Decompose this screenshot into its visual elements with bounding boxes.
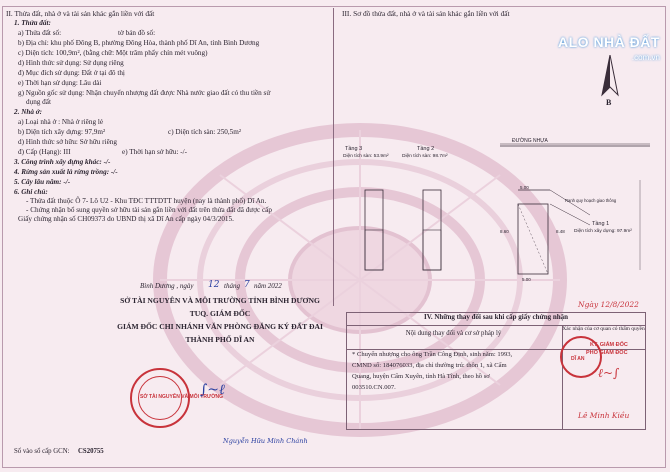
north-letter: B — [606, 98, 612, 107]
ownership-form-line: d) Hình thức sở hữu: Sở hữu riêng — [18, 138, 117, 146]
issuing-org: SỞ TÀI NGUYÊN VÀ MÔI TRƯỜNG TỈNH BÌNH DƯƠNG — [120, 296, 320, 305]
stamp-1-text: SỞ TÀI NGUYÊN VÀ MÔI TRƯỜNG — [140, 394, 223, 400]
plot-number-label: a) Thửa đất số: — [18, 29, 62, 37]
section2-title: II. Thửa đất, nhà ở và tài sản khác gắn liền với đất — [6, 9, 155, 18]
use-form-line: d) Hình thức sử dụng: Sử dụng riêng — [18, 59, 124, 67]
section4-title: IV. Những thay đổi sau khi cấp giấy chứng nhận — [423, 313, 569, 321]
address-line: b) Địa chỉ: khu phố Đông B, phường Đông Hòa, thành phố Dĩ An, tỉnh Bình Dương — [18, 39, 260, 47]
floor-area-line: c) Diện tích sàn: 250,5m² — [168, 128, 242, 136]
signer-name-1: Nguyễn Hữu Minh Chánh — [223, 437, 308, 445]
floor3-area: Diện tích sàn: 53.9m² — [343, 154, 389, 159]
map-sheet-label: tờ bản đồ số: — [118, 29, 156, 37]
signature-1: ∫~ℓ — [200, 382, 225, 398]
gcn-label: Số vào sổ cấp GCN: — [14, 448, 70, 455]
city-branch: THÀNH PHỐ DĨ AN — [185, 335, 255, 344]
signature-2: ℓ~∫ — [598, 366, 620, 380]
dim-top: 5.00 — [520, 185, 529, 190]
note-line-1: - Thửa đất thuộc Ô 7- Lô U2 - Khu TĐC TTTDTT huyện (nay là thành phố) Dĩ An. — [26, 197, 267, 205]
signing-place: Bình Dương , ngày — [140, 282, 194, 290]
changes-col-confirm: Xác nhận của cơ quan có thẩm quyền — [562, 326, 645, 332]
signing-day: 12 — [208, 280, 220, 290]
land-plot-heading: 1. Thửa đất: — [14, 19, 51, 27]
boundary-label: Ranh quy hoạch giao thông — [565, 198, 617, 203]
perennial-line: 5. Cây lâu năm: -/- — [14, 178, 71, 186]
gcn-number: CS20755 — [78, 448, 104, 455]
deputy-director: PHÓ GIÁM ĐỐC — [586, 350, 628, 356]
grade-line: đ) Cấp (Hạng): III — [18, 148, 71, 156]
floor1-area: Diện tích xây dựng: 97.9m² — [574, 229, 632, 234]
other-works-line: 3. Công trình xây dựng khác: -/- — [14, 158, 111, 166]
floor1-label: Tầng 1 — [592, 221, 610, 227]
note-line-2: - Chứng nhận bổ sung quyền sở hữu tài sản gắn liền với đất trên thửa đất đã được cấp — [26, 206, 272, 214]
dim-side: 5.00 — [522, 277, 531, 282]
authority-line: TUQ. GIÁM ĐỐC — [189, 309, 251, 318]
director-title: GIÁM ĐỐC CHI NHÁNH VĂN PHÒNG ĐĂNG KÝ ĐẤT ĐAI — [117, 322, 323, 331]
dim-right: 8.48 — [556, 229, 565, 234]
column-divider — [333, 8, 334, 306]
signer-name-2: Lê Minh Kiều — [578, 411, 630, 420]
house-heading: 2. Nhà ở: — [14, 108, 43, 116]
area-line: c) Diện tích: 100,9m², (bằng chữ: Một trăm phẩy chín mét vuông) — [18, 49, 208, 57]
signing-month-label: tháng — [224, 282, 240, 290]
changes-table-col-divider — [562, 325, 563, 429]
ownership-term-line: e) Thời hạn sở hữu: -/- — [122, 148, 188, 156]
floor3-label: Tầng 3 — [345, 146, 363, 152]
forest-line: 4. Rừng sản xuất là rừng trồng: -/- — [14, 168, 118, 176]
floor2-label: Tầng 2 — [417, 146, 435, 152]
notes-heading: 6. Ghi chú: — [14, 188, 48, 196]
use-term-line: e) Thời hạn sử dụng: Lâu dài — [18, 79, 102, 87]
house-type-line: a) Loại nhà ở : Nhà ở riêng lẻ — [18, 118, 104, 126]
floor2-area: Diện tích sàn: 98.7m² — [402, 154, 448, 159]
use-purpose-line: đ) Mục đích sử dụng: Đất ở tại đô thị — [18, 69, 125, 77]
road-label: ĐƯỜNG NHỰA — [512, 138, 548, 144]
signing-month: 7 — [244, 280, 250, 290]
use-origin-line: g) Nguồn gốc sử dụng: Nhận chuyển nhượng đất được Nhà nước giao đất có thu tiền sử — [18, 89, 271, 97]
changes-col-content: Nội dung thay đổi và cơ sở pháp lý — [405, 330, 502, 337]
kt-director: KT. GIÁM ĐỐC — [590, 342, 628, 348]
section3-title: III. Sơ đồ thửa đất, nhà ở và tài sản khác gắn liền với đất — [342, 9, 510, 18]
site-watermark — [558, 34, 660, 62]
dim-left: 8.60 — [500, 229, 509, 234]
note-line-3: Giấy chứng nhận số CH09373 do UBND thị xã Dĩ An cấp ngày 04/3/2015. — [18, 215, 234, 223]
change-line-1: * Chuyển nhượng cho ông Trần Công Định, sinh năm: 1993, — [352, 351, 513, 358]
change-line-3: Quang, huyện Cẩm Xuyên, tỉnh Hà Tĩnh, theo hồ sơ — [352, 373, 490, 380]
confirm-date: Ngày 12/8/2022 — [578, 300, 639, 309]
use-origin-line-2: dụng đất — [26, 98, 51, 106]
stamp-2-text: DĨ AN — [571, 356, 585, 362]
signing-year: năm 2022 — [254, 282, 282, 290]
change-line-2: CMND số: 184076033, địa chỉ thường trú: thôn 1, xã Cẩm — [352, 362, 507, 369]
build-area-line: b) Diện tích xây dựng: 97,9m² — [18, 128, 106, 136]
watermark-line-2: .com.vn — [631, 53, 660, 62]
change-line-4: 003510.CN.007. — [352, 384, 396, 391]
watermark-line-1: ALO NHÀ ĐẤT — [558, 34, 660, 50]
